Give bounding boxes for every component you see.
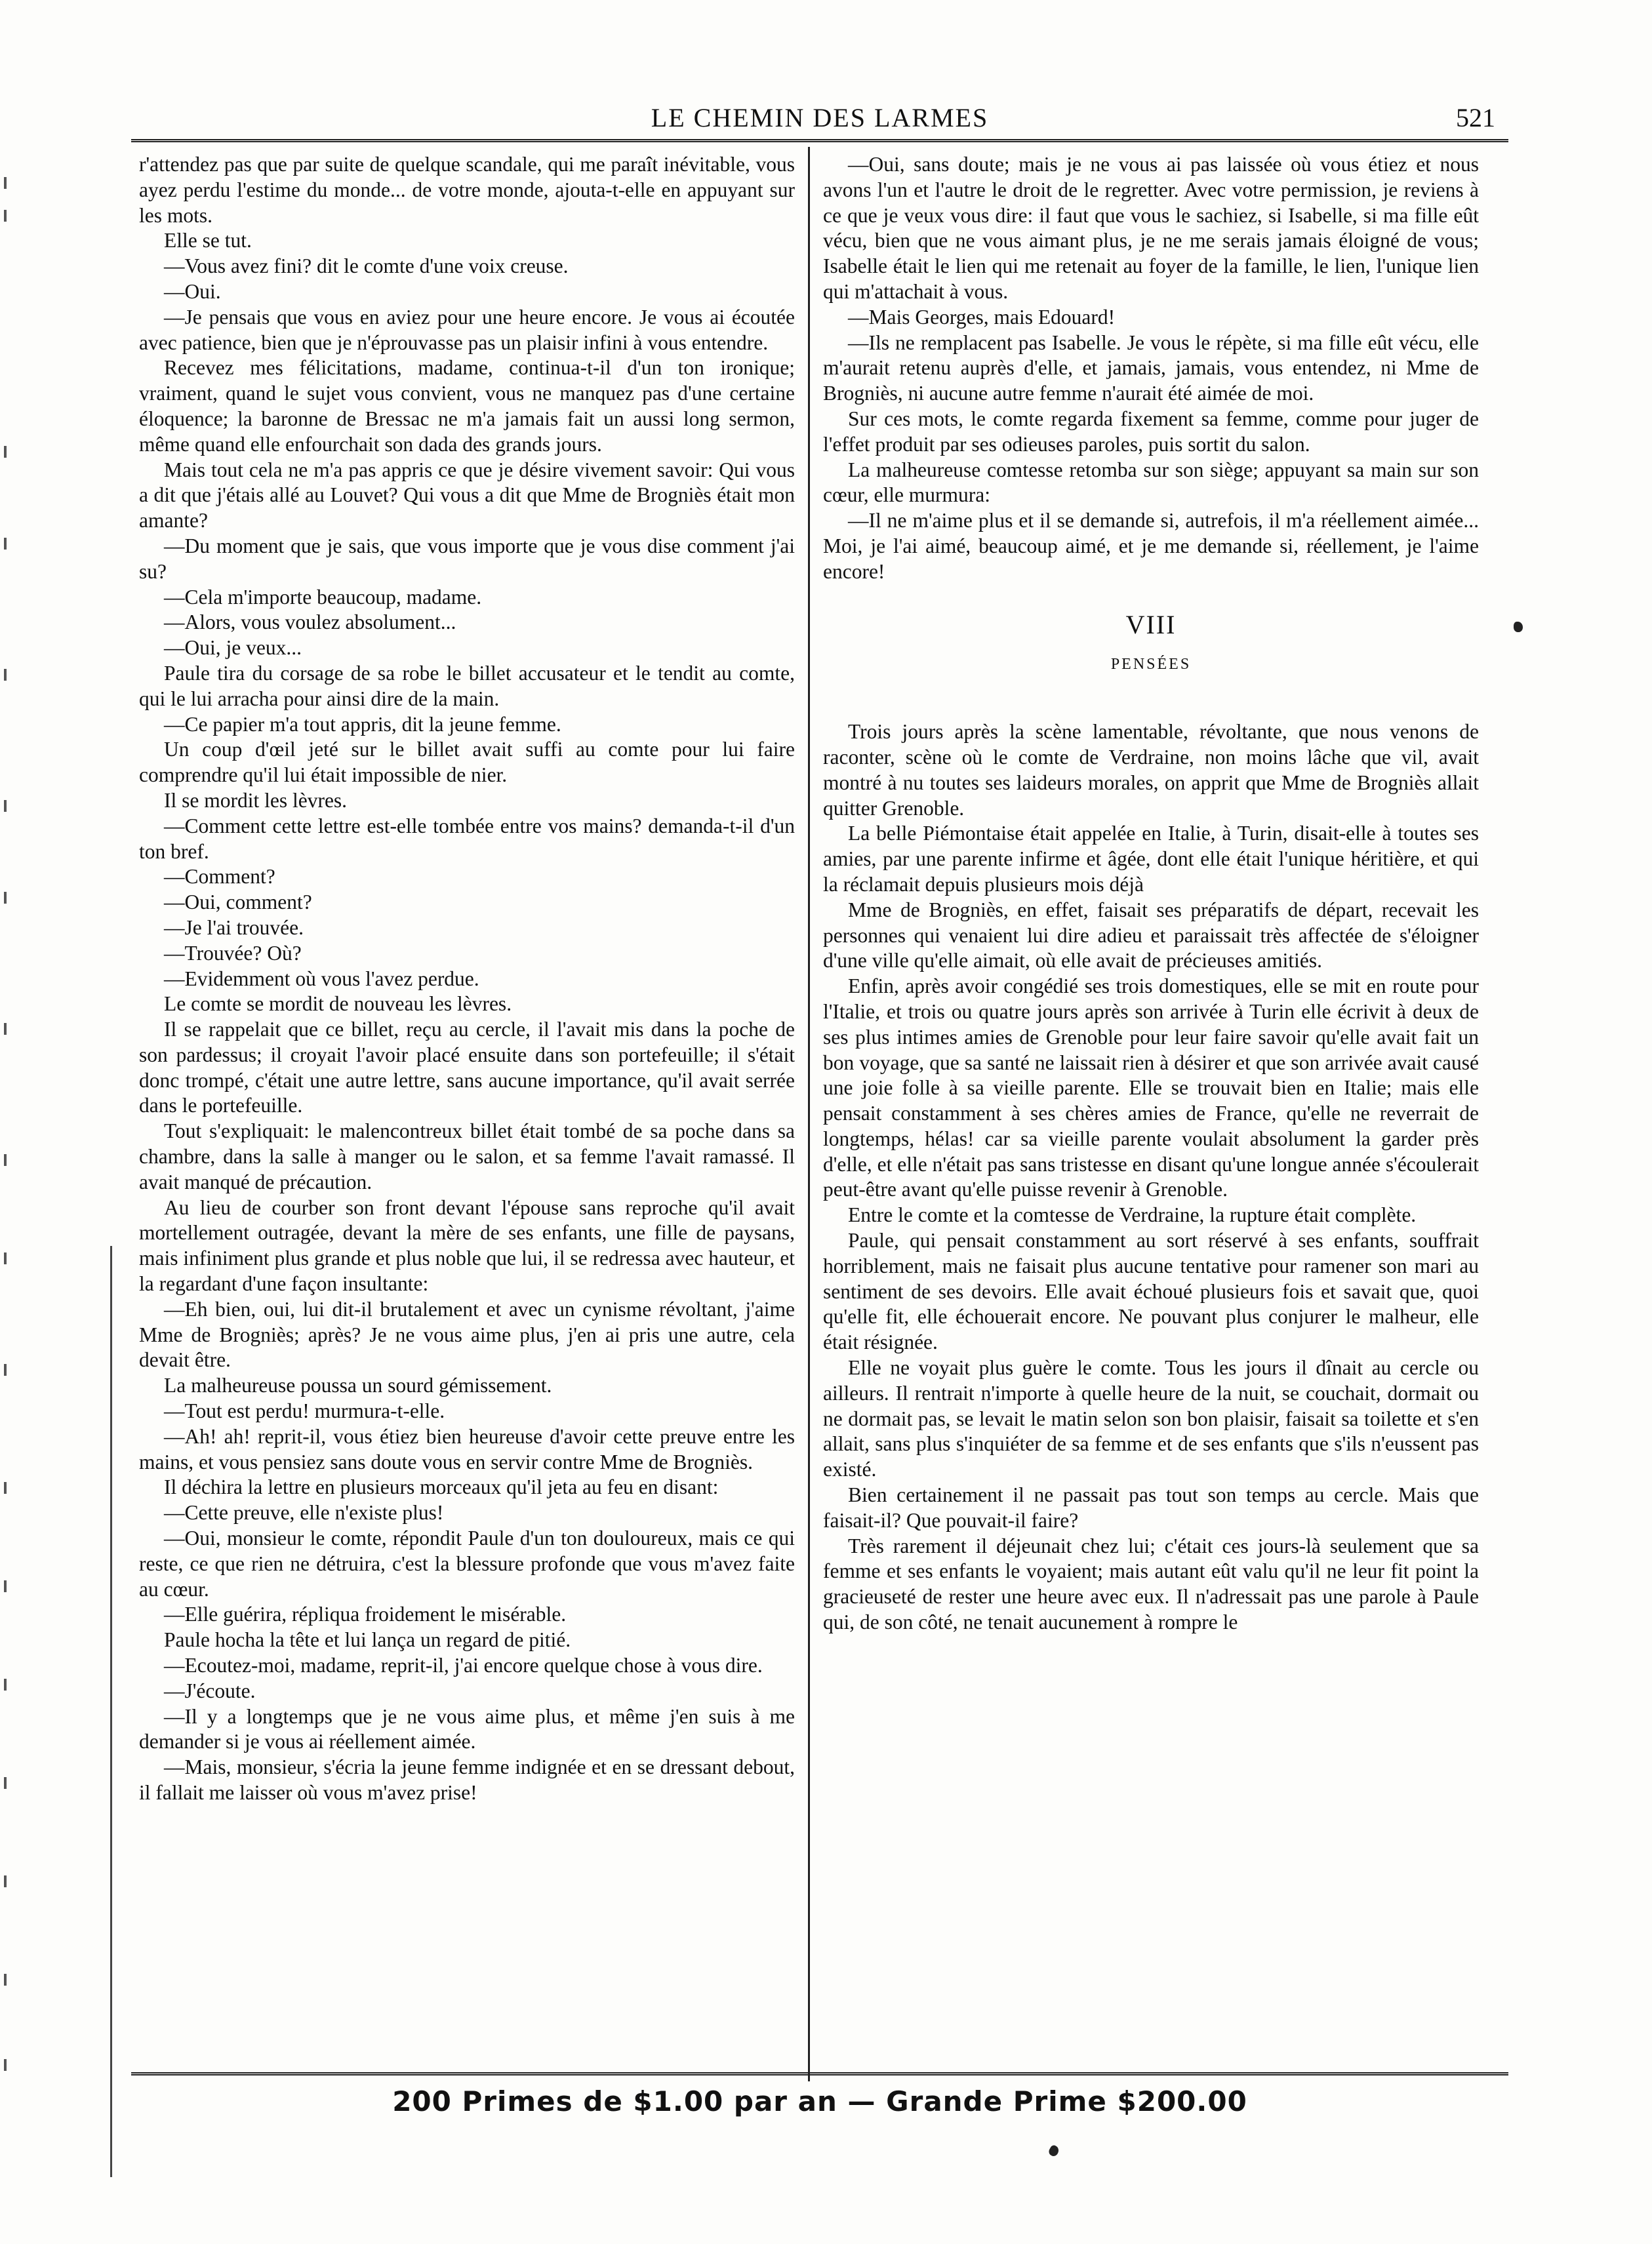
paragraph: La belle Piémontaise était appelée en Italie, à Turin, disait-elle à toutes ses amies, par une parente infirme et âgée, dont elle était l'unique héritière, et qui la réclamait depuis plusieurs mois déjà: [823, 822, 1479, 896]
paragraph: Elle se tut.: [164, 229, 252, 252]
running-title: LE CHEMIN DES LARMES: [651, 103, 989, 132]
paragraph: —Tout est perdu! murmura-t-elle.: [164, 1399, 445, 1423]
right-column: [823, 152, 1479, 2074]
paragraph: —Evidemment où vous l'avez perdue.: [164, 967, 479, 990]
paragraph: —Ce papier m'a tout appris, dit la jeune femme.: [164, 712, 561, 736]
paragraph: Enfin, après avoir congédié ses trois domestiques, elle se mit en route pour l'Italie, et trois ou quatre jours après son arrivée à Turin elle écrivit à deux de ses plus intimes amies de Grenoble pour leur faire savoir qu'elle avait fait un bon voyage, que sa santé ne laissait rien à désirer et que son arrivée avait causé une joie folle à sa vieille parente. Elle se trouvait bien en Italie; mais elle pensait constamment à ses chères amies de France, qu'elle ne reverrait de longtemps, hélas! car sa vieille parente voulait absolument la garder près d'elle, et elle n'était pas sans tristesse en disant qu'une longue année s'écoulerait peut-être avant qu'elle puisse revenir à Grenoble.: [823, 974, 1479, 1201]
right-column-top-text: [823, 152, 1479, 585]
running-head: [131, 98, 1508, 138]
paragraph: —Oui.: [164, 279, 221, 303]
paragraph: —Oui, je veux...: [164, 636, 302, 660]
paragraph: —Je l'ai trouvée.: [164, 915, 304, 939]
paragraph: —Alors, vous voulez absolument...: [164, 611, 456, 634]
paragraph: —Mais, monsieur, s'écria la jeune femme indignée et en se dressant debout, il fallait me laisser où vous m'avez prise!: [139, 1755, 795, 1804]
paragraph: Recevez mes félicitations, madame, continua-t-il d'un ton ironique; vraiment, quand le sujet vous convient, vous ne manquez pas d'une certaine éloquence; la baronne de Bressac ne m'a jamais fait un aussi long sermon, même quand elle enfourchait son dada des grands jours.: [139, 356, 795, 456]
paragraph: r'attendez pas que par suite de quelque scandale, qui me paraît inévitable, vous ayez perdu l'estime du monde... de votre monde, ajouta-t-elle en appuyant sur les mots.: [139, 153, 795, 227]
chapter-number: VIII: [1125, 609, 1177, 639]
paragraph: Sur ces mots, le comte regarda fixement sa femme, comme pour juger de l'effet produit par ses odieuses paroles, puis sortit du salon.: [823, 407, 1479, 456]
footer-rule: [131, 2072, 1508, 2078]
right-column-bottom-text: [823, 719, 1479, 1635]
paragraph: —Vous avez fini? dit le comte d'une voix creuse.: [164, 254, 569, 278]
paragraph: —Trouvée? Où?: [164, 941, 302, 965]
paragraph: Mme de Brogniès, en effet, faisait ses préparatifs de départ, recevait les personnes qui venaient lui dire adieu et paraissait très affectée de s'éloigner d'une ville qu'elle aimait, où elle avait de précieuses amitiés.: [823, 898, 1479, 972]
paragraph: —Ah! ah! reprit-il, vous étiez bien heureuse d'avoir cette preuve entre les mains, et vous pensiez sans doute vous en servir contre Mme de Brogniès.: [139, 1424, 795, 1473]
paragraph: La malheureuse poussa un sourd gémissement.: [164, 1374, 552, 1397]
paragraph: Il se rappelait que ce billet, reçu au cercle, il l'avait mis dans la poche de son pardessus; il croyait l'avoir placé ensuite dans son portefeuille; il s'était donc trompé, c'était une autre lettre, sans aucune importance, qu'il avait serrée dans le portefeuille.: [139, 1018, 795, 1117]
paragraph: —Du moment que je sais, que vous importe que je vous dise comment j'ai su?: [139, 534, 795, 583]
paragraph: Il déchira la lettre en plusieurs morceaux qu'il jeta au feu en disant:: [164, 1475, 719, 1499]
paragraph: —Oui, comment?: [164, 891, 312, 914]
paragraph: Paule tira du corsage de sa robe le billet accusateur et le tendit au comte, qui le lui arracha pour ainsi dire de la main.: [139, 661, 795, 710]
paragraph: —Eh bien, oui, lui dit-il brutalement et avec un cynisme révoltant, j'aime Mme de Brogniès; après? Je ne vous aime plus, j'en ai pris une autre, cela devait être.: [139, 1297, 795, 1372]
ink-speck: [1514, 622, 1523, 632]
left-column: [139, 152, 795, 2074]
paragraph: —Oui, monsieur le comte, répondit Paule d'un ton douloureux, mais ce qui reste, ce que rien ne détruira, c'est la blessure profonde que vous m'avez faite au cœur.: [139, 1527, 795, 1601]
paragraph: Elle ne voyait plus guère le comte. Tous les jours il dînait au cercle ou ailleurs. Il rentrait n'importe à quelle heure de la nuit, se couchait, dormait ou ne dormait pas, se levait le matin selon son bon plaisir, faisait sa toilette et s'en allait, sans plus s'inquiéter de sa femme et de ses enfants que s'ils n'eussent pas existé.: [823, 1356, 1479, 1481]
paragraph: Au lieu de courber son front devant l'épouse sans reproche qu'il avait mortellement outragée, devant la mère de ses enfants, une fille de paysans, mais infiniment plus grande et plus noble que lui, il se redressa avec hauteur, et la regardant d'une façon insultante:: [139, 1195, 795, 1296]
footer-banner: 200 Primes de $1.00 par an — Grande Prime $200.00: [392, 2085, 1247, 2117]
paragraph: Tout s'expliquait: le malencontreux billet était tombé de sa poche dans sa chambre, dans la salle à manger ou le salon, et sa femme l'avait ramassé. Il avait manqué de précaution.: [139, 1119, 795, 1193]
ink-speck: [1047, 2144, 1060, 2158]
paragraph: —Ils ne remplacent pas Isabelle. Je vous le répète, si ma fille eût vécu, elle m'aurait retenu auprès d'elle, et jamais, jamais, vous entendez, ni Mme de Brogniès, ni aucune autre femme n'aurait été aimée de moi.: [823, 331, 1479, 405]
paragraph: Le comte se mordit de nouveau les lèvres.: [164, 992, 512, 1016]
paragraph: Entre le comte et la comtesse de Verdraine, la rupture était complète.: [848, 1203, 1417, 1227]
column-divider: [808, 147, 810, 2081]
scan-margin-marks: [4, 170, 17, 2072]
paragraph: La malheureuse comtesse retomba sur son siège; appuyant sa main sur son cœur, elle murmura:: [823, 458, 1479, 507]
paragraph: Paule, qui pensait constamment au sort réservé à ses enfants, souffrait horriblement, mais ne faisait plus aucune tentative pour ramener son mari au sentiment de ses devoirs. Elle avait échoué plusieurs fois et savait que, quoi qu'elle fit, elle échouerait encore. Ne pouvant plus conjurer le malheur, elle était résignée.: [823, 1229, 1479, 1354]
paragraph: Trois jours après la scène lamentable, révoltante, que nous venons de raconter, scène où le comte de Verdraine, non moins lâche que vil, avait montré à nu toutes ses laideurs morales, on apprit que Mme de Brogniès allait quitter Grenoble.: [823, 720, 1479, 820]
paragraph: —Comment cette lettre est-elle tombée entre vos mains? demanda-t-il d'un ton bref.: [139, 814, 795, 863]
paragraph: —Ecoutez-moi, madame, reprit-il, j'ai encore quelque chose à vous dire.: [164, 1654, 763, 1677]
paragraph: —J'écoute.: [164, 1679, 256, 1702]
scan-binding-line: [110, 1246, 112, 2177]
paragraph: —Il ne m'aime plus et il se demande si, autrefois, il m'a réellement aimée... Moi, je l'ai aimé, beaucoup aimé, et je me demande si, réellement, je l'aime encore!: [823, 509, 1479, 583]
paragraph: —Cela m'importe beaucoup, madame.: [164, 585, 482, 609]
paragraph: Mais tout cela ne m'a pas appris ce que je désire vivement savoir: Qui vous a dit que j'étais allé au Louvet? Qui vous a dit que Mme de Brogniès était mon amante?: [139, 458, 795, 532]
paragraph: —Oui, sans doute; mais je ne vous ai pas laissée où vous étiez et nous avons l'un et l'autre le droit de le regretter. Avec votre permission, je reviens à ce que je veux vous dire: il faut que vous le sachiez, si Isabelle, si ma fille eût vécu, bien que ne vous aimant plus, je ne me serais jamais éloigné de vous; Isabelle était le lien qui me retenait au foyer de la famille, le lien, l'unique lien qui m'attachait à vous.: [823, 153, 1479, 303]
paragraph: Il se mordit les lèvres.: [164, 788, 348, 812]
paragraph: —Cette preuve, elle n'existe plus!: [164, 1501, 444, 1525]
paragraph: —Il y a longtemps que je ne vous aime plus, et même j'en suis à me demander si je vous ai réellement aimée.: [139, 1704, 795, 1753]
paragraph: —Comment?: [164, 865, 275, 889]
page-number: 521: [1456, 103, 1495, 132]
paragraph: Très rarement il déjeunait chez lui; c'était ces jours-là seulement que sa femme et ses enfants le voyaient; mais autant eût valu qu'il ne leur fit point la gracieuseté de rester une heure avec eux. Il n'adressait pas une parole à Paule qui, de son côté, ne tenait aucunement à rompre le: [823, 1534, 1479, 1634]
paragraph: —Elle guérira, répliqua froidement le misérable.: [164, 1603, 567, 1626]
paragraph: —Mais Georges, mais Edouard!: [848, 305, 1116, 329]
paragraph: Bien certainement il ne passait pas tout son temps au cercle. Mais que faisait-il? Que pouvait-il faire?: [823, 1483, 1479, 1532]
paragraph: Paule hocha la tête et lui lança un regard de pitié.: [164, 1628, 571, 1652]
header-rule: [131, 139, 1508, 145]
paragraph: Un coup d'œil jeté sur le billet avait suffi au comte pour lui faire comprendre qu'il lui était impossible de nier.: [139, 738, 795, 787]
chapter-title: PENSÉES: [1110, 656, 1192, 673]
paragraph: —Je pensais que vous en aviez pour une heure encore. Je vous ai écoutée avec patience, bien que je n'éprouvasse pas un plaisir infini à vous entendre.: [139, 305, 795, 354]
